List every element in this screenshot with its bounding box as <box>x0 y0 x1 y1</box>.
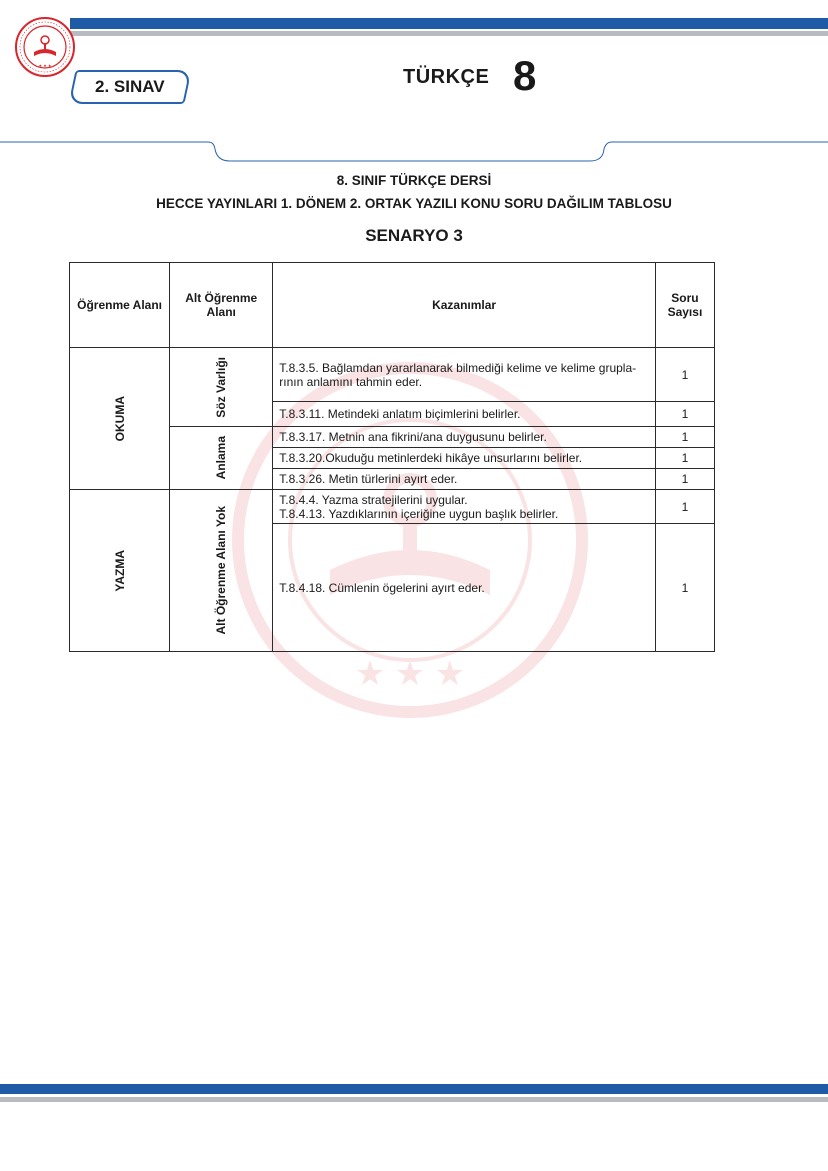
achievement-cell: T.8.3.26. Metin türlerini ayırt eder. <box>273 469 656 490</box>
area-cell-yazma <box>70 490 170 652</box>
area-label: OKUMA <box>112 395 127 442</box>
achievement-cell: T.8.3.5. Bağlamdan yararlanarak bilmediği kelime ve kelime grupla-rının anlamını tahmin eder. <box>273 348 656 402</box>
svg-text:★ ★ ★: ★ ★ ★ <box>38 63 52 68</box>
header-question-count: Soru Sayısı <box>655 263 714 348</box>
achievement-line: T.8.4.13. Yazdıklarının içeriğine uygun başlık belirler. <box>279 506 559 521</box>
scenario-title: SENARYO 3 <box>365 226 463 245</box>
table-header-row <box>70 263 715 348</box>
count-cell: 1 <box>655 427 714 448</box>
area-cell-okuma <box>70 348 170 490</box>
sub-area-cell-soz-varligi <box>170 348 273 427</box>
achievement-cell: T.8.3.11. Metindeki anlatım biçimlerini belirler. <box>273 402 656 427</box>
count-cell: 1 <box>655 490 714 524</box>
subject-title: TÜRKÇE <box>403 66 490 88</box>
footer-blue-stripe <box>0 1084 828 1094</box>
course-title: 8. SINIF TÜRKÇE DERSİ <box>336 173 492 188</box>
header-achievements: Kazanımlar <box>273 263 656 348</box>
table-row <box>70 348 715 402</box>
count-cell: 1 <box>655 348 714 402</box>
count-cell: 1 <box>655 448 714 469</box>
sub-area-label: Anlama <box>214 436 229 480</box>
achievement-cell: T.8.3.17. Metnin ana fikrini/ana duygusunu belirler. <box>273 427 656 448</box>
header-area: Öğrenme Alanı <box>70 263 170 348</box>
header-sub-area: Alt Öğrenme Alanı <box>170 263 273 348</box>
svg-text:★ ★ ★: ★ ★ ★ <box>354 655 466 693</box>
ministry-seal-logo <box>14 16 76 78</box>
question-distribution-table <box>69 262 715 652</box>
exam-number-label: 2. SINAV <box>95 77 165 96</box>
count-cell: 1 <box>655 469 714 490</box>
grade-number: 8 <box>513 52 537 99</box>
sub-area-label: Alt Öğrenme Alanı Yok <box>214 506 229 635</box>
area-label: YAZMA <box>112 549 127 592</box>
achievement-cell: T.8.3.20.Okuduğu metinlerdeki hikâye unsurlarını belirler. <box>273 448 656 469</box>
table-row <box>70 490 715 524</box>
count-cell: 1 <box>655 524 714 652</box>
footer-grey-stripe <box>0 1097 828 1102</box>
sub-area-cell-anlama <box>170 427 273 490</box>
achievement-cell <box>273 490 656 524</box>
count-cell: 1 <box>655 402 714 427</box>
achievement-cell: T.8.4.18. Cümlenin ögelerini ayırt eder. <box>273 524 656 652</box>
header-divider <box>0 141 828 165</box>
header-grey-stripe <box>70 31 828 36</box>
exam-number-badge <box>68 70 191 104</box>
sub-area-cell-none <box>170 490 273 652</box>
table-title: HECCE YAYINLARI 1. DÖNEM 2. ORTAK YAZILI KONU SORU DAĞILIM TABLOSU <box>156 196 672 211</box>
sub-area-label: Söz Varlığı <box>214 356 229 418</box>
header-blue-stripe <box>70 18 828 29</box>
achievement-line: T.8.4.4. Yazma stratejilerini uygular. <box>279 492 468 507</box>
